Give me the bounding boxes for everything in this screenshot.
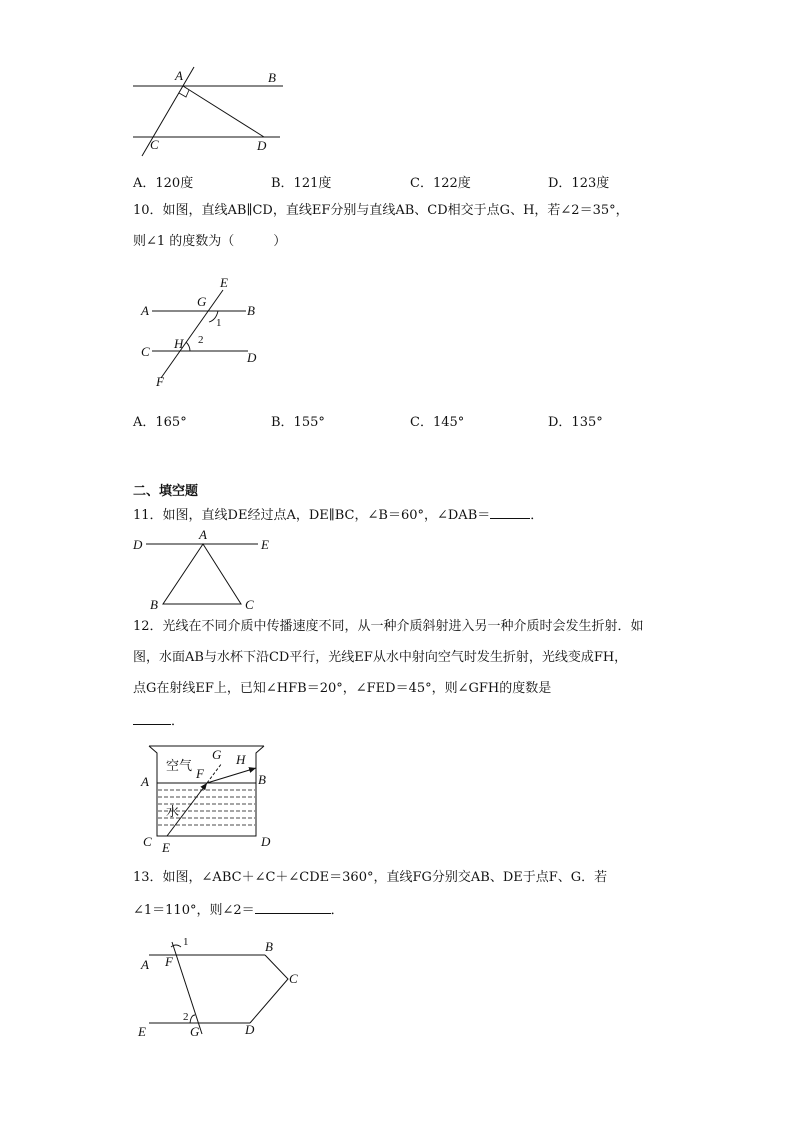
q13-label-g: G bbox=[190, 1024, 200, 1039]
q12-question-line2: 图，水面AB与水杯下沿CD平行，光线EF从水中射向空气时发生折射，光线变成FH， bbox=[133, 650, 628, 665]
q9-label-d: D bbox=[257, 138, 267, 153]
q13-label-a: A bbox=[141, 957, 149, 972]
q9-option-c[interactable]: C．122度 bbox=[410, 176, 471, 191]
q12-label-e: E bbox=[162, 840, 170, 855]
q13-label-d: D bbox=[245, 1022, 255, 1037]
q11-label-c: C bbox=[245, 597, 254, 612]
q10-option-a[interactable]: A．165° bbox=[133, 415, 187, 430]
q10-label-1: 1 bbox=[216, 317, 222, 329]
q12-label-water: 水 bbox=[166, 805, 180, 820]
q12-question-line3: 点G在射线EF上，已知∠HFB＝20°，∠FED＝45°，则∠GFH的度数是 bbox=[133, 681, 552, 696]
q9-option-b[interactable]: B．121度 bbox=[271, 176, 332, 191]
q13-label-1: 1 bbox=[183, 936, 189, 948]
q12-label-d: D bbox=[261, 834, 271, 849]
q11-label-a: A bbox=[199, 527, 207, 542]
q11-label-e: E bbox=[261, 537, 269, 552]
q9-label-a: A bbox=[175, 68, 183, 83]
q10-label-e: E bbox=[220, 275, 228, 290]
q11-question-text: 11．如图，直线DE经过点A，DE∥BC，∠B＝60°，∠DAB＝ bbox=[133, 508, 491, 523]
q13-label-2: 2 bbox=[183, 1011, 189, 1023]
q12-label-a: A bbox=[141, 774, 149, 789]
q12-label-b: B bbox=[258, 772, 266, 787]
q11-label-d: D bbox=[133, 537, 143, 552]
q10-label-a: A bbox=[141, 303, 149, 318]
q13-label-c: C bbox=[289, 971, 298, 986]
q9-label-c: C bbox=[150, 137, 159, 152]
q13-label-e: E bbox=[138, 1024, 146, 1039]
q13-label-f: F bbox=[165, 954, 173, 969]
q10-option-d[interactable]: D．135° bbox=[548, 415, 603, 430]
q10-option-c[interactable]: C．145° bbox=[410, 415, 465, 430]
q9-option-a[interactable]: A．120度 bbox=[133, 176, 194, 191]
q13-polyline-bcd bbox=[250, 955, 288, 1023]
q13-label-b: B bbox=[265, 939, 273, 954]
q12-label-c: C bbox=[143, 834, 152, 849]
section-title: 二、填空题 bbox=[133, 484, 199, 499]
q10-question-line2: 则∠1 的度数为（ ） bbox=[133, 234, 287, 249]
q10-label-f: F bbox=[156, 374, 164, 389]
q13-question-end: ． bbox=[330, 903, 344, 918]
q10-label-h: H bbox=[174, 336, 184, 351]
q11-label-b: B bbox=[150, 597, 158, 612]
q12-label-f: F bbox=[196, 766, 204, 781]
q10-label-d: D bbox=[247, 350, 257, 365]
q12-label-h: H bbox=[236, 752, 246, 767]
q10-question-line1: 10．如图，直线AB∥CD，直线EF分别与直线AB、CD相交于点G、H，若∠2＝35°， bbox=[133, 203, 629, 218]
q13-angle2-arc bbox=[190, 1015, 195, 1023]
q12-label-g: G bbox=[212, 747, 222, 762]
q10-label-g: G bbox=[197, 294, 207, 309]
q13-angle1-arc bbox=[171, 945, 181, 947]
q13-question-text: ∠1＝110°，则∠2＝ bbox=[133, 903, 255, 918]
q10-label-c: C bbox=[141, 344, 150, 359]
q10-option-b[interactable]: B．155° bbox=[271, 415, 325, 430]
q13-question-line1: 13．如图，∠ABC＋∠C＋∠CDE＝360°，直线FG分别交AB、DE于点F、G．若 bbox=[133, 870, 608, 885]
q9-label-b: B bbox=[268, 70, 276, 85]
q11-question-end: ． bbox=[530, 508, 544, 523]
q9-option-d[interactable]: D．123度 bbox=[548, 176, 610, 191]
q12-question-end: ． bbox=[171, 714, 185, 729]
q12-question-line1: 12．光线在不同介质中传播速度不同，从一种介质斜射进入另一种介质时会发生折射．如 bbox=[133, 619, 644, 634]
q10-label-2: 2 bbox=[198, 334, 204, 346]
q10-label-b: B bbox=[247, 303, 255, 318]
q12-label-air: 空气 bbox=[166, 759, 193, 774]
